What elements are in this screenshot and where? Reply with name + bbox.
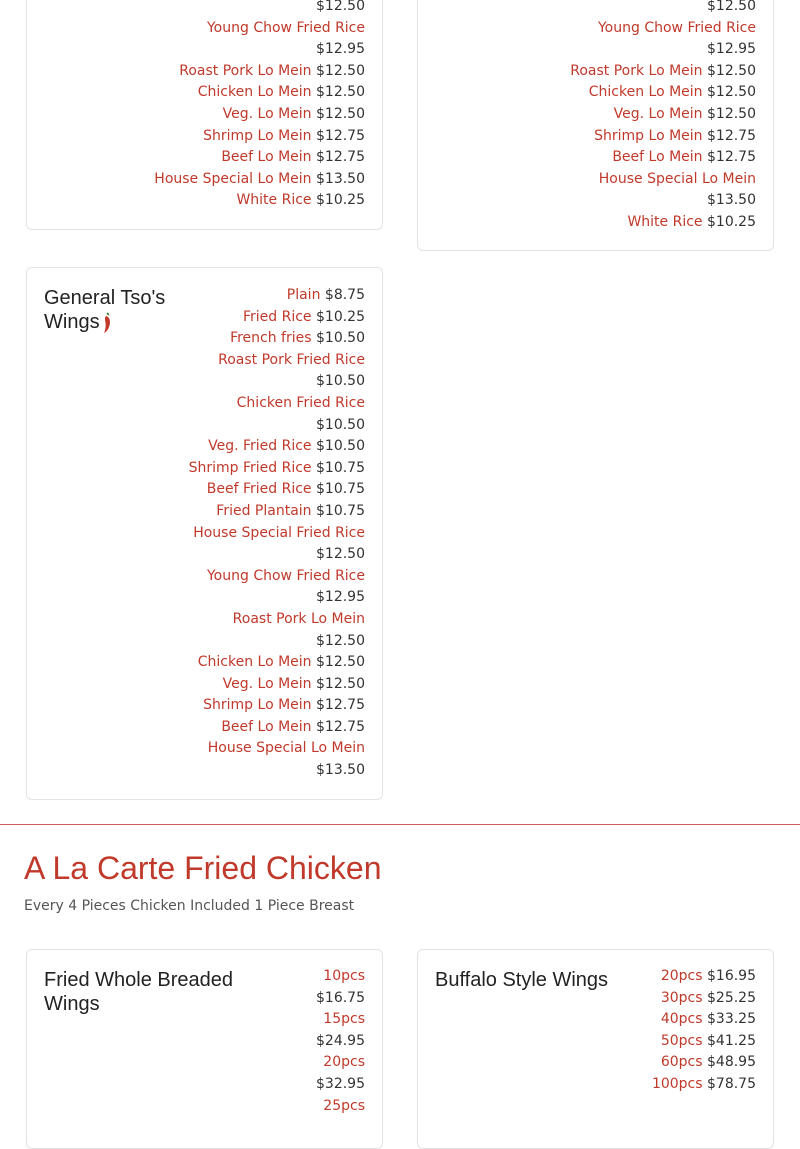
menu-item-row [570, 18, 756, 40]
menu-item-name[interactable]: Young Chow Fried Rice [206, 567, 365, 584]
menu-item-row [189, 350, 365, 372]
menu-item-row [652, 1009, 756, 1031]
menu-item-row [189, 458, 365, 480]
menu-item-name[interactable]: 20pcs [660, 968, 703, 984]
menu-item-row [154, 104, 365, 126]
menu-item-name[interactable]: Young Chow Fried Rice [597, 19, 756, 36]
menu-item-name[interactable]: Roast Pork Lo Mein [570, 62, 703, 79]
menu-item-price: $33.25 [707, 1011, 756, 1028]
menu-item-price: $13.50 [707, 192, 756, 209]
menu-item-name[interactable]: Roast Pork Fried Rice [218, 351, 365, 368]
menu-item-price: $16.75 [316, 989, 365, 1006]
menu-item-name[interactable]: Chicken Lo Mein [588, 84, 703, 101]
menu-item-row [316, 1074, 365, 1096]
price-list [652, 966, 756, 1096]
menu-item-row [154, 190, 365, 212]
menu-item-price: $10.25 [316, 308, 365, 325]
menu-item-row [189, 652, 365, 674]
menu-item-name[interactable]: Chicken Lo Mein [197, 654, 312, 671]
menu-item-name[interactable]: Veg. Lo Mein [222, 675, 312, 692]
menu-item-price: $12.50 [316, 675, 365, 692]
menu-item-name[interactable]: House Special Lo Mein [154, 170, 312, 187]
menu-item-name[interactable]: Shrimp Lo Mein [203, 697, 312, 714]
menu-item-row [189, 285, 365, 307]
menu-item-price: $12.50 [707, 62, 756, 79]
menu-item-row [189, 371, 365, 393]
menu-item-row [189, 501, 365, 523]
menu-item-name[interactable]: Beef Lo Mein [221, 149, 312, 166]
menu-item-name[interactable]: Plain [286, 287, 321, 303]
menu-item-row [570, 147, 756, 169]
card-title: Fried Whole Breaded Wings [44, 969, 233, 1015]
menu-item-name[interactable]: 20pcs [323, 1054, 365, 1071]
menu-item-price: $12.50 [316, 632, 365, 649]
card-title-text: General Tso's Wings [44, 287, 166, 333]
menu-item-price: $12.75 [316, 127, 365, 144]
menu-item-price: $12.75 [316, 149, 365, 166]
menu-item-name[interactable]: Roast Pork Lo Mein [179, 62, 312, 79]
menu-item-row [652, 1031, 756, 1053]
menu-item-name[interactable]: Veg. Lo Mein [222, 105, 312, 122]
menu-item-name[interactable]: Veg. Fried Rice [208, 438, 312, 455]
menu-item-row [570, 169, 756, 191]
menu-item-price: $10.50 [316, 438, 365, 455]
menu-card-fried-whole-breaded-wings [26, 949, 383, 1149]
menu-item-name[interactable]: House Special Fried Rice [193, 524, 365, 541]
menu-item-name[interactable]: 15pcs [323, 1011, 365, 1028]
menu-item-row [154, 147, 365, 169]
menu-item-price: $10.50 [316, 330, 365, 347]
menu-item-name[interactable]: French fries [230, 330, 312, 347]
section-subtitle: Every 4 Pieces Chicken Included 1 Piece Breast [24, 898, 355, 914]
card-title [44, 286, 194, 334]
menu-item-row [316, 1009, 365, 1031]
menu-card-general-tsos-wings [26, 267, 383, 800]
menu-item-row [316, 1052, 365, 1074]
price-list [570, 0, 756, 234]
menu-item-price: $12.95 [316, 589, 365, 606]
menu-item-name[interactable]: Beef Fried Rice [206, 481, 312, 498]
menu-item-row [316, 988, 365, 1010]
menu-item-row [189, 566, 365, 588]
menu-item-price: $32.95 [316, 1075, 365, 1092]
menu-item-row [189, 544, 365, 566]
menu-item-price: $8.75 [324, 287, 365, 303]
menu-item-price: $12.50 [707, 84, 756, 101]
menu-card-lo-mein-left [26, 0, 383, 230]
menu-item-price: $10.75 [316, 502, 365, 519]
menu-item-row [189, 479, 365, 501]
menu-item-row [316, 1031, 365, 1053]
menu-item-row [189, 738, 365, 760]
menu-item-row [189, 587, 365, 609]
menu-item-row [652, 988, 756, 1010]
menu-item-name[interactable]: White Rice [236, 192, 312, 209]
menu-item-row [189, 436, 365, 458]
menu-item-name[interactable]: 60pcs [660, 1054, 703, 1071]
menu-item-row [154, 0, 365, 18]
menu-item-name[interactable]: House Special Lo Mein [598, 170, 756, 187]
menu-item-name[interactable]: Young Chow Fried Rice [206, 19, 365, 36]
menu-item-name[interactable]: Shrimp Lo Mein [203, 127, 312, 144]
menu-item-price: $10.50 [316, 373, 365, 390]
menu-item-row [652, 1074, 756, 1096]
menu-item-row [652, 966, 756, 988]
menu-item-name[interactable]: Beef Lo Mein [221, 718, 312, 735]
menu-item-price: $12.75 [316, 718, 365, 735]
menu-item-row [189, 415, 365, 437]
menu-item-name[interactable]: Roast Pork Lo Mein [232, 610, 365, 627]
menu-item-row [570, 212, 756, 234]
menu-item-price: $13.50 [316, 762, 365, 779]
menu-item-price: $25.25 [707, 989, 756, 1006]
menu-item-price: $12.50 [316, 62, 365, 79]
menu-item-name[interactable]: Chicken Fried Rice [236, 394, 365, 411]
menu-item-row [570, 61, 756, 83]
section-title: A La Carte Fried Chicken [24, 850, 382, 886]
menu-item-price: $12.50 [707, 0, 756, 14]
menu-item-name[interactable]: Fried Rice [242, 308, 312, 325]
menu-item-row [154, 169, 365, 191]
chili-pepper-icon [102, 312, 112, 334]
menu-item-price: $12.50 [316, 105, 365, 122]
menu-item-name[interactable]: Shrimp Fried Rice [188, 459, 312, 476]
menu-item-row [189, 717, 365, 739]
menu-item-row [570, 39, 756, 61]
section-divider [0, 824, 800, 825]
menu-item-row [189, 523, 365, 545]
menu-item-price: $78.75 [707, 1075, 756, 1092]
menu-item-price: $41.25 [707, 1032, 756, 1049]
menu-item-row [652, 1052, 756, 1074]
menu-item-row [189, 328, 365, 350]
price-list [316, 966, 365, 1117]
menu-item-row [189, 609, 365, 631]
menu-item-name[interactable]: 10pcs [323, 968, 365, 984]
menu-item-row [189, 674, 365, 696]
menu-item-name[interactable]: 100pcs [651, 1075, 703, 1092]
menu-item-price: $12.95 [707, 41, 756, 58]
menu-item-row [154, 126, 365, 148]
menu-item-row [154, 39, 365, 61]
menu-item-row [189, 695, 365, 717]
menu-item-row [189, 393, 365, 415]
menu-item-name[interactable]: 50pcs [660, 1032, 703, 1049]
menu-item-row [316, 1096, 365, 1118]
menu-item-price: $12.50 [316, 84, 365, 101]
menu-item-row [154, 82, 365, 104]
menu-card-buffalo-style-wings [417, 949, 774, 1149]
menu-item-price: $10.25 [316, 192, 365, 209]
menu-card-lo-mein-right [417, 0, 774, 251]
menu-item-name[interactable]: Shrimp Lo Mein [594, 127, 703, 144]
menu-item-price: $12.95 [316, 41, 365, 58]
menu-item-name[interactable]: Veg. Lo Mein [613, 105, 703, 122]
menu-item-row [154, 18, 365, 40]
menu-item-name[interactable]: White Rice [627, 213, 703, 230]
menu-item-price: $12.75 [707, 149, 756, 166]
menu-item-row [154, 61, 365, 83]
menu-item-price: $12.75 [316, 697, 365, 714]
menu-item-row [570, 126, 756, 148]
menu-item-row [570, 82, 756, 104]
menu-item-price: $13.50 [316, 170, 365, 187]
menu-item-price: $10.50 [316, 416, 365, 433]
menu-item-price: $12.50 [316, 654, 365, 671]
menu-item-row [189, 760, 365, 782]
menu-item-name[interactable]: Fried Plantain [216, 502, 312, 519]
menu-item-price: $16.95 [707, 968, 756, 984]
card-title: Buffalo Style Wings [435, 969, 609, 991]
menu-item-price: $10.75 [316, 481, 365, 498]
menu-item-price: $12.50 [316, 546, 365, 563]
menu-item-price: $12.75 [707, 127, 756, 144]
menu-item-name[interactable]: Chicken Lo Mein [197, 84, 312, 101]
menu-item-price: $10.75 [316, 459, 365, 476]
menu-item-row [570, 104, 756, 126]
menu-item-row [316, 966, 365, 988]
menu-item-row [570, 0, 756, 18]
menu-item-price: $24.95 [316, 1032, 365, 1049]
menu-item-price: $12.50 [316, 0, 365, 14]
price-list [154, 0, 365, 212]
menu-item-row [570, 190, 756, 212]
menu-item-name[interactable]: Beef Lo Mein [612, 149, 703, 166]
menu-item-price: $12.50 [707, 105, 756, 122]
menu-item-price: $48.95 [707, 1054, 756, 1071]
menu-item-name[interactable]: 40pcs [660, 1011, 703, 1028]
menu-item-row [189, 631, 365, 653]
menu-item-name[interactable]: 30pcs [660, 989, 703, 1006]
price-list [189, 285, 365, 782]
menu-item-name[interactable]: 25pcs [323, 1097, 365, 1114]
menu-item-price: $10.25 [707, 213, 756, 230]
menu-item-name[interactable]: House Special Lo Mein [207, 740, 365, 757]
menu-item-row [189, 307, 365, 329]
